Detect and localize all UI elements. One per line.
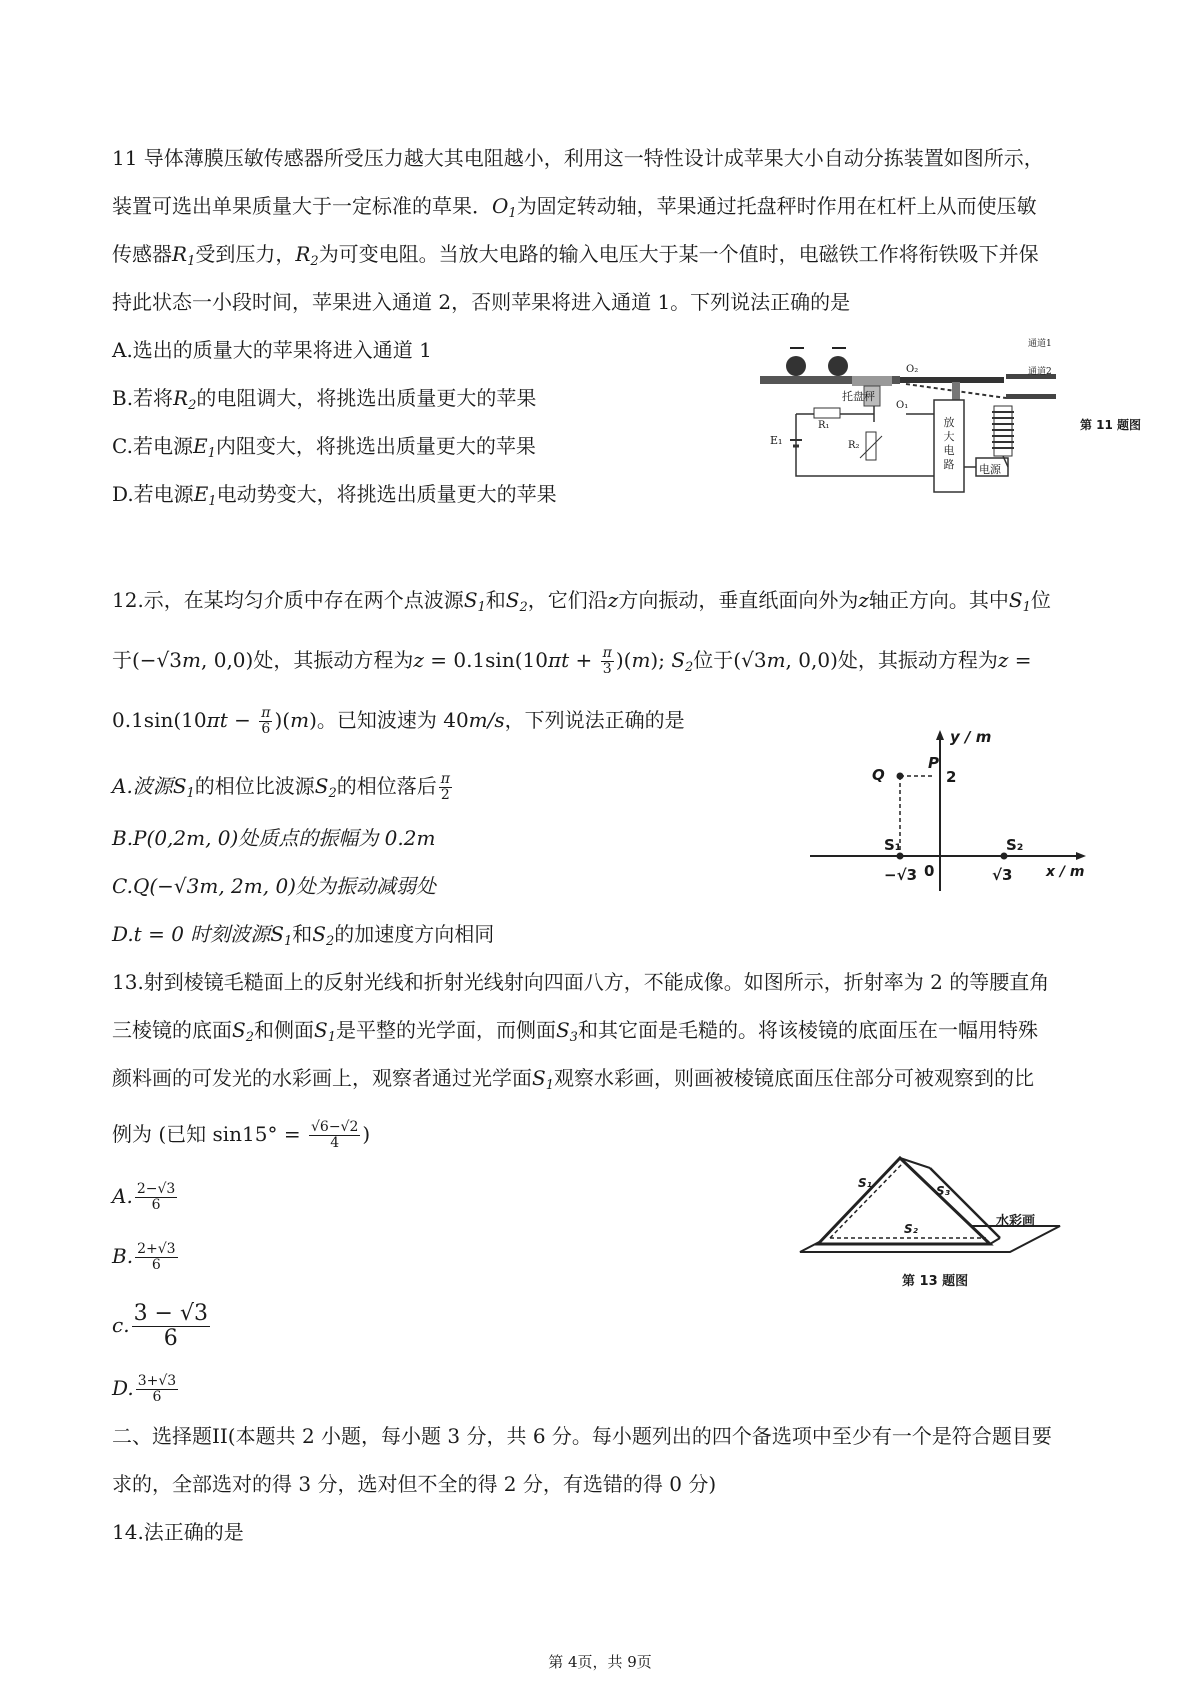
q11-option-b: B.若将$R_2$的电阻调大，将挑选出质量更大的苹果 <box>112 386 537 413</box>
point-p-label: P <box>928 754 939 772</box>
section-2-header-line-2: 求的，全部选对的得 3 分，选对但不全的得 2 分，有选错的得 0 分) <box>112 1472 717 1496</box>
q11-option-a: A.选出的质量大的苹果将进入通道 1 <box>112 338 432 362</box>
q13-stem-line-3: 颜料画的可发光的水彩画上，观察者通过光学面$S_1$观察水彩画，则画被棱镜底面压住部分可被观察到的比 <box>112 1066 1034 1093</box>
q12-stem-line-3: 0.1sin(10πt − $\frac{\pi}{6}$ )(m)。已知波速为 40m/s，下列说法正确的是 <box>112 705 685 737</box>
q11-figure <box>756 336 1142 512</box>
q13-stem-line-2: 三棱镜的底面$S_2$和侧面$S_1$是平整的光学面，而侧面$S_3$和其它面是毛糙的。将该棱镜的底面压在一幅用特殊 <box>112 1018 1038 1045</box>
apple-icon <box>828 356 848 376</box>
q12-coordinate-figure <box>810 726 1090 896</box>
x-axis-label: x / m <box>1046 864 1085 880</box>
q14-stem: 14.法正确的是 <box>112 1520 244 1544</box>
page-number: 第 4页，共 9页 <box>548 1653 652 1671</box>
q12-stem-line-2: 于(−√3m, 0,0)处，其振动方程为z = 0.1sin(10πt + $\frac{\pi}{3}$ )(m); $S_2$位于(√3m, 0,0)处，其振动方程为z = <box>112 645 1032 677</box>
fraction-pi-over-2: $\frac{\pi}{2}$ <box>440 771 450 803</box>
s3-face-label: S₃ <box>936 1184 950 1198</box>
y-tick-2: 2 <box>946 768 957 786</box>
q13-option-b: B. $\frac{2+√3}{6}$ <box>112 1241 176 1273</box>
x-tick-root3: √3 <box>992 866 1013 884</box>
q13-prism-figure <box>790 1146 1070 1296</box>
q12-option-c: C.Q(−√3m, 2m, 0)处为振动减弱处 <box>112 874 436 898</box>
q11-stem-line-4: 持此状态一小段时间，苹果进入通道 2，否则苹果将进入通道 1。下列说法正确的是 <box>112 290 851 314</box>
apple-sorter-diagram <box>756 336 1086 512</box>
q13-stem-line-1: 13.射到棱镜毛糙面上的反射光线和折射光线射向四面八方，不能成像。如图所示，折射率为 2 的等腰直角 <box>112 970 1050 994</box>
apple-icon <box>786 356 806 376</box>
power-label: 电源 <box>979 463 1001 476</box>
s1-point-label: S₁ <box>884 836 902 854</box>
o1-label: O₁ <box>896 400 909 411</box>
amplifier-label: 放大电路 <box>943 416 955 471</box>
watercolor-label: 水彩画 <box>996 1214 1036 1229</box>
figure-11-caption: 第 11 题图 <box>1080 418 1142 432</box>
q12-option-d: D.t = 0 时刻波源$S_1$和$S_2$的加速度方向相同 <box>112 922 495 949</box>
s2-point-label: S₂ <box>1006 836 1024 854</box>
s1-face-label: S₁ <box>858 1176 872 1190</box>
q13-option-d: D. $\frac{3+√3}{6}$ <box>112 1373 177 1405</box>
q11-option-c: C.若电源$E_1$内阻变大，将挑选出质量更大的苹果 <box>112 434 536 461</box>
fraction-sin15: $\frac{√6-√2}{4}$ <box>310 1119 359 1151</box>
s2-face-label: S₂ <box>904 1222 918 1236</box>
q11-stem-line-1: 11 导体薄膜压敏传感器所受压力越大其电阻越小，利用这一特性设计成苹果大小自动分拣装置如图所示， <box>112 146 1044 170</box>
section-2-header-line-1: 二、选择题II(本题共 2 小题，每小题 3 分，共 6 分。每小题列出的四个备选项中至少有一个是符合题目要 <box>112 1424 1052 1448</box>
channel-1-label: 通道1 <box>1028 339 1052 349</box>
x-tick-neg-root3: −√3 <box>884 866 918 884</box>
point-q-label: Q <box>872 766 885 784</box>
r1-label: R₁ <box>818 420 830 431</box>
q13-option-c: c. $\frac{3 - √3}{6}$ <box>112 1301 208 1351</box>
tray-label: 托盘秤 <box>842 390 875 403</box>
q13-option-a: A. $\frac{2-√3}{6}$ <box>112 1181 176 1213</box>
e1-label: E₁ <box>770 434 783 447</box>
q11-option-d: D.若电源$E_1$电动势变大，将挑选出质量更大的苹果 <box>112 482 557 509</box>
q12-stem-line-1: 12.示，在某均匀介质中存在两个点波源$S_1$和$S_2$，它们沿z方向振动，垂直纸面向外为z轴正方向。其中$S_1$位 <box>112 588 1051 615</box>
figure-13-caption: 第 13 题图 <box>902 1274 969 1289</box>
fraction-pi-over-6: $\frac{\pi}{6}$ <box>261 705 271 737</box>
q13-stem-line-4: 例为 (已知 sin15° = $\frac{√6-√2}{4}$ ) <box>112 1119 371 1151</box>
y-axis-label: y / m <box>950 728 992 746</box>
fraction-pi-over-3: $\frac{\pi}{3}$ <box>602 645 612 677</box>
r2-label: R₂ <box>848 440 860 451</box>
q12-option-b: B.P(0,2m, 0)处质点的振幅为 0.2m <box>112 826 436 850</box>
q11-stem-line-2: 装置可选出单果质量大于一定标准的草果．$O_1$为固定转动轴，苹果通过托盘秤时作用在杠杆上从而使压敏 <box>112 194 1037 221</box>
q12-option-a: A.波源$S_1$的相位比波源$S_2$的相位落后 $\frac{\pi}{2}$ <box>112 771 450 803</box>
origin-label: 0 <box>924 862 935 880</box>
channel-2-label: 通道2 <box>1028 367 1052 377</box>
o2-label: O₂ <box>906 364 919 375</box>
q11-stem-line-3: 传感器$R_1$受到压力，$R_2$为可变电阻。当放大电路的输入电压大于某一个值时，电磁铁工作将衔铁吸下并保 <box>112 242 1039 269</box>
